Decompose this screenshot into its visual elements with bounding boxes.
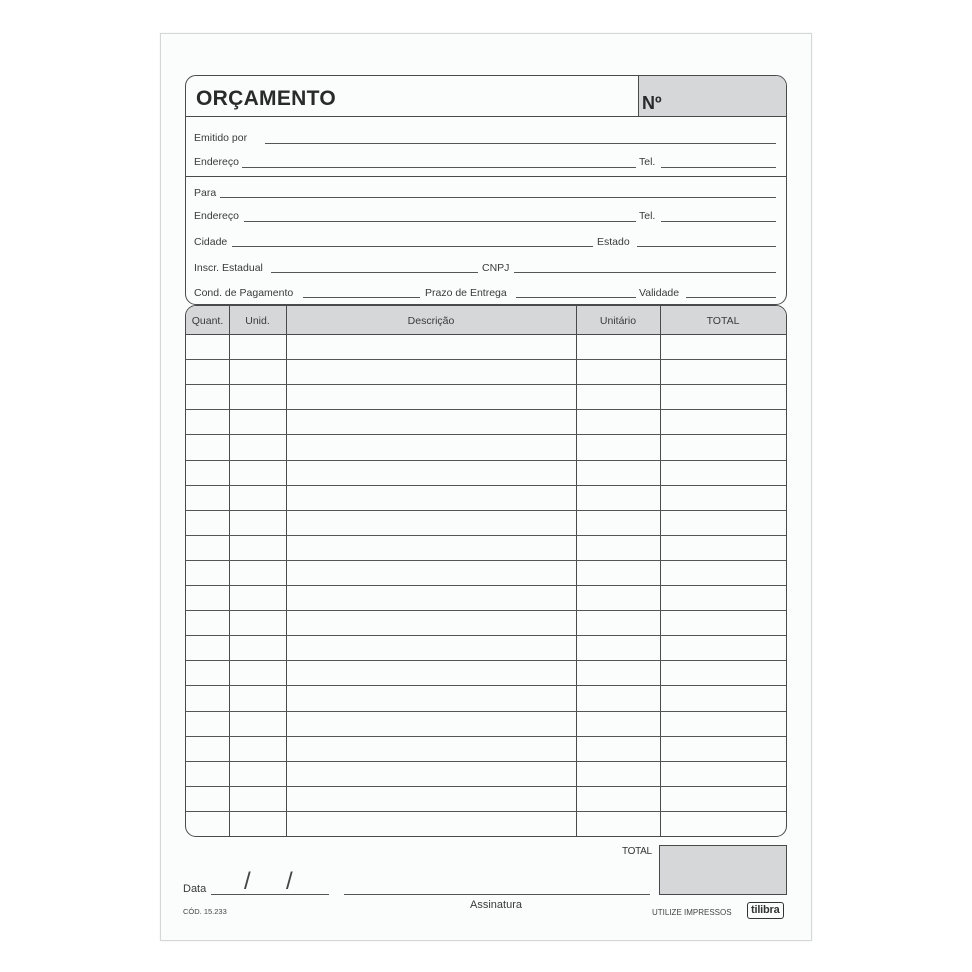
emitter-address-line[interactable] — [242, 167, 636, 168]
delivery-line[interactable] — [516, 297, 636, 298]
brand-logo: tilibra — [747, 902, 784, 919]
table-row[interactable] — [186, 711, 786, 712]
issued-by-label: Emitido por — [194, 132, 248, 144]
col-unit-price: Unitário — [599, 315, 637, 327]
validity-line[interactable] — [686, 297, 776, 298]
col-quantity: Quant. — [191, 315, 224, 327]
recipient-address-label: Endereço — [194, 210, 239, 222]
header-box — [185, 75, 787, 305]
to-line[interactable] — [220, 197, 776, 198]
emitter-address-label: Endereço — [194, 156, 239, 168]
validity-label: Validade — [639, 287, 680, 299]
state-reg-line[interactable] — [271, 272, 478, 273]
table-row[interactable] — [186, 434, 786, 435]
cnpj-line[interactable] — [514, 272, 776, 273]
emitter-phone-line[interactable] — [661, 167, 776, 168]
to-label: Para — [194, 187, 217, 199]
state-label: Estado — [597, 236, 630, 248]
grand-total-field[interactable] — [659, 845, 787, 895]
recipient-phone-label: Tel. — [639, 210, 656, 222]
table-row[interactable] — [186, 460, 786, 461]
payment-label: Cond. de Pagamento — [194, 287, 294, 299]
delivery-label: Prazo de Entrega — [425, 287, 507, 299]
state-line[interactable] — [637, 246, 776, 247]
column-divider — [286, 306, 287, 836]
recipient-address-line[interactable] — [244, 221, 636, 222]
table-row[interactable] — [186, 761, 786, 762]
city-line[interactable] — [232, 246, 593, 247]
date-separator: / — [244, 868, 251, 895]
date-separator: / — [286, 868, 293, 895]
table-row[interactable] — [186, 384, 786, 385]
column-divider — [660, 306, 661, 836]
grand-total-label: TOTAL — [622, 846, 652, 857]
city-label: Cidade — [194, 236, 228, 248]
date-label: Data — [183, 883, 207, 895]
col-total: TOTAL — [706, 315, 740, 327]
table-row[interactable] — [186, 736, 786, 737]
use-printed-text: UTILIZE IMPRESSOS — [652, 908, 732, 917]
table-row[interactable] — [186, 685, 786, 686]
items-table — [185, 305, 787, 837]
table-row[interactable] — [186, 510, 786, 511]
section-divider — [186, 176, 786, 177]
emitter-phone-label: Tel. — [639, 156, 656, 168]
table-row[interactable] — [186, 585, 786, 586]
table-header — [186, 306, 786, 335]
number-field[interactable] — [638, 76, 787, 116]
issued-by-line[interactable] — [265, 143, 776, 144]
signature-label: Assinatura — [470, 899, 522, 911]
signature-line[interactable] — [344, 894, 650, 895]
recipient-phone-line[interactable] — [661, 221, 776, 222]
form-title: ORÇAMENTO — [196, 87, 336, 110]
table-row[interactable] — [186, 359, 786, 360]
cnpj-label: CNPJ — [482, 262, 510, 274]
col-unit: Unid. — [245, 315, 270, 327]
column-divider — [576, 306, 577, 836]
table-row[interactable] — [186, 635, 786, 636]
col-description: Descrição — [407, 315, 455, 327]
table-row[interactable] — [186, 409, 786, 410]
table-row[interactable] — [186, 811, 786, 812]
title-row — [186, 76, 786, 117]
form-code: CÓD. 15.233 — [183, 907, 227, 916]
table-row[interactable] — [186, 485, 786, 486]
table-row[interactable] — [186, 786, 786, 787]
table-row[interactable] — [186, 610, 786, 611]
state-reg-label: Inscr. Estadual — [194, 262, 263, 274]
date-line[interactable] — [211, 894, 329, 895]
table-row[interactable] — [186, 535, 786, 536]
table-row[interactable] — [186, 560, 786, 561]
table-row[interactable] — [186, 660, 786, 661]
column-divider — [229, 306, 230, 836]
number-label: Nº — [642, 93, 662, 113]
payment-line[interactable] — [303, 297, 420, 298]
